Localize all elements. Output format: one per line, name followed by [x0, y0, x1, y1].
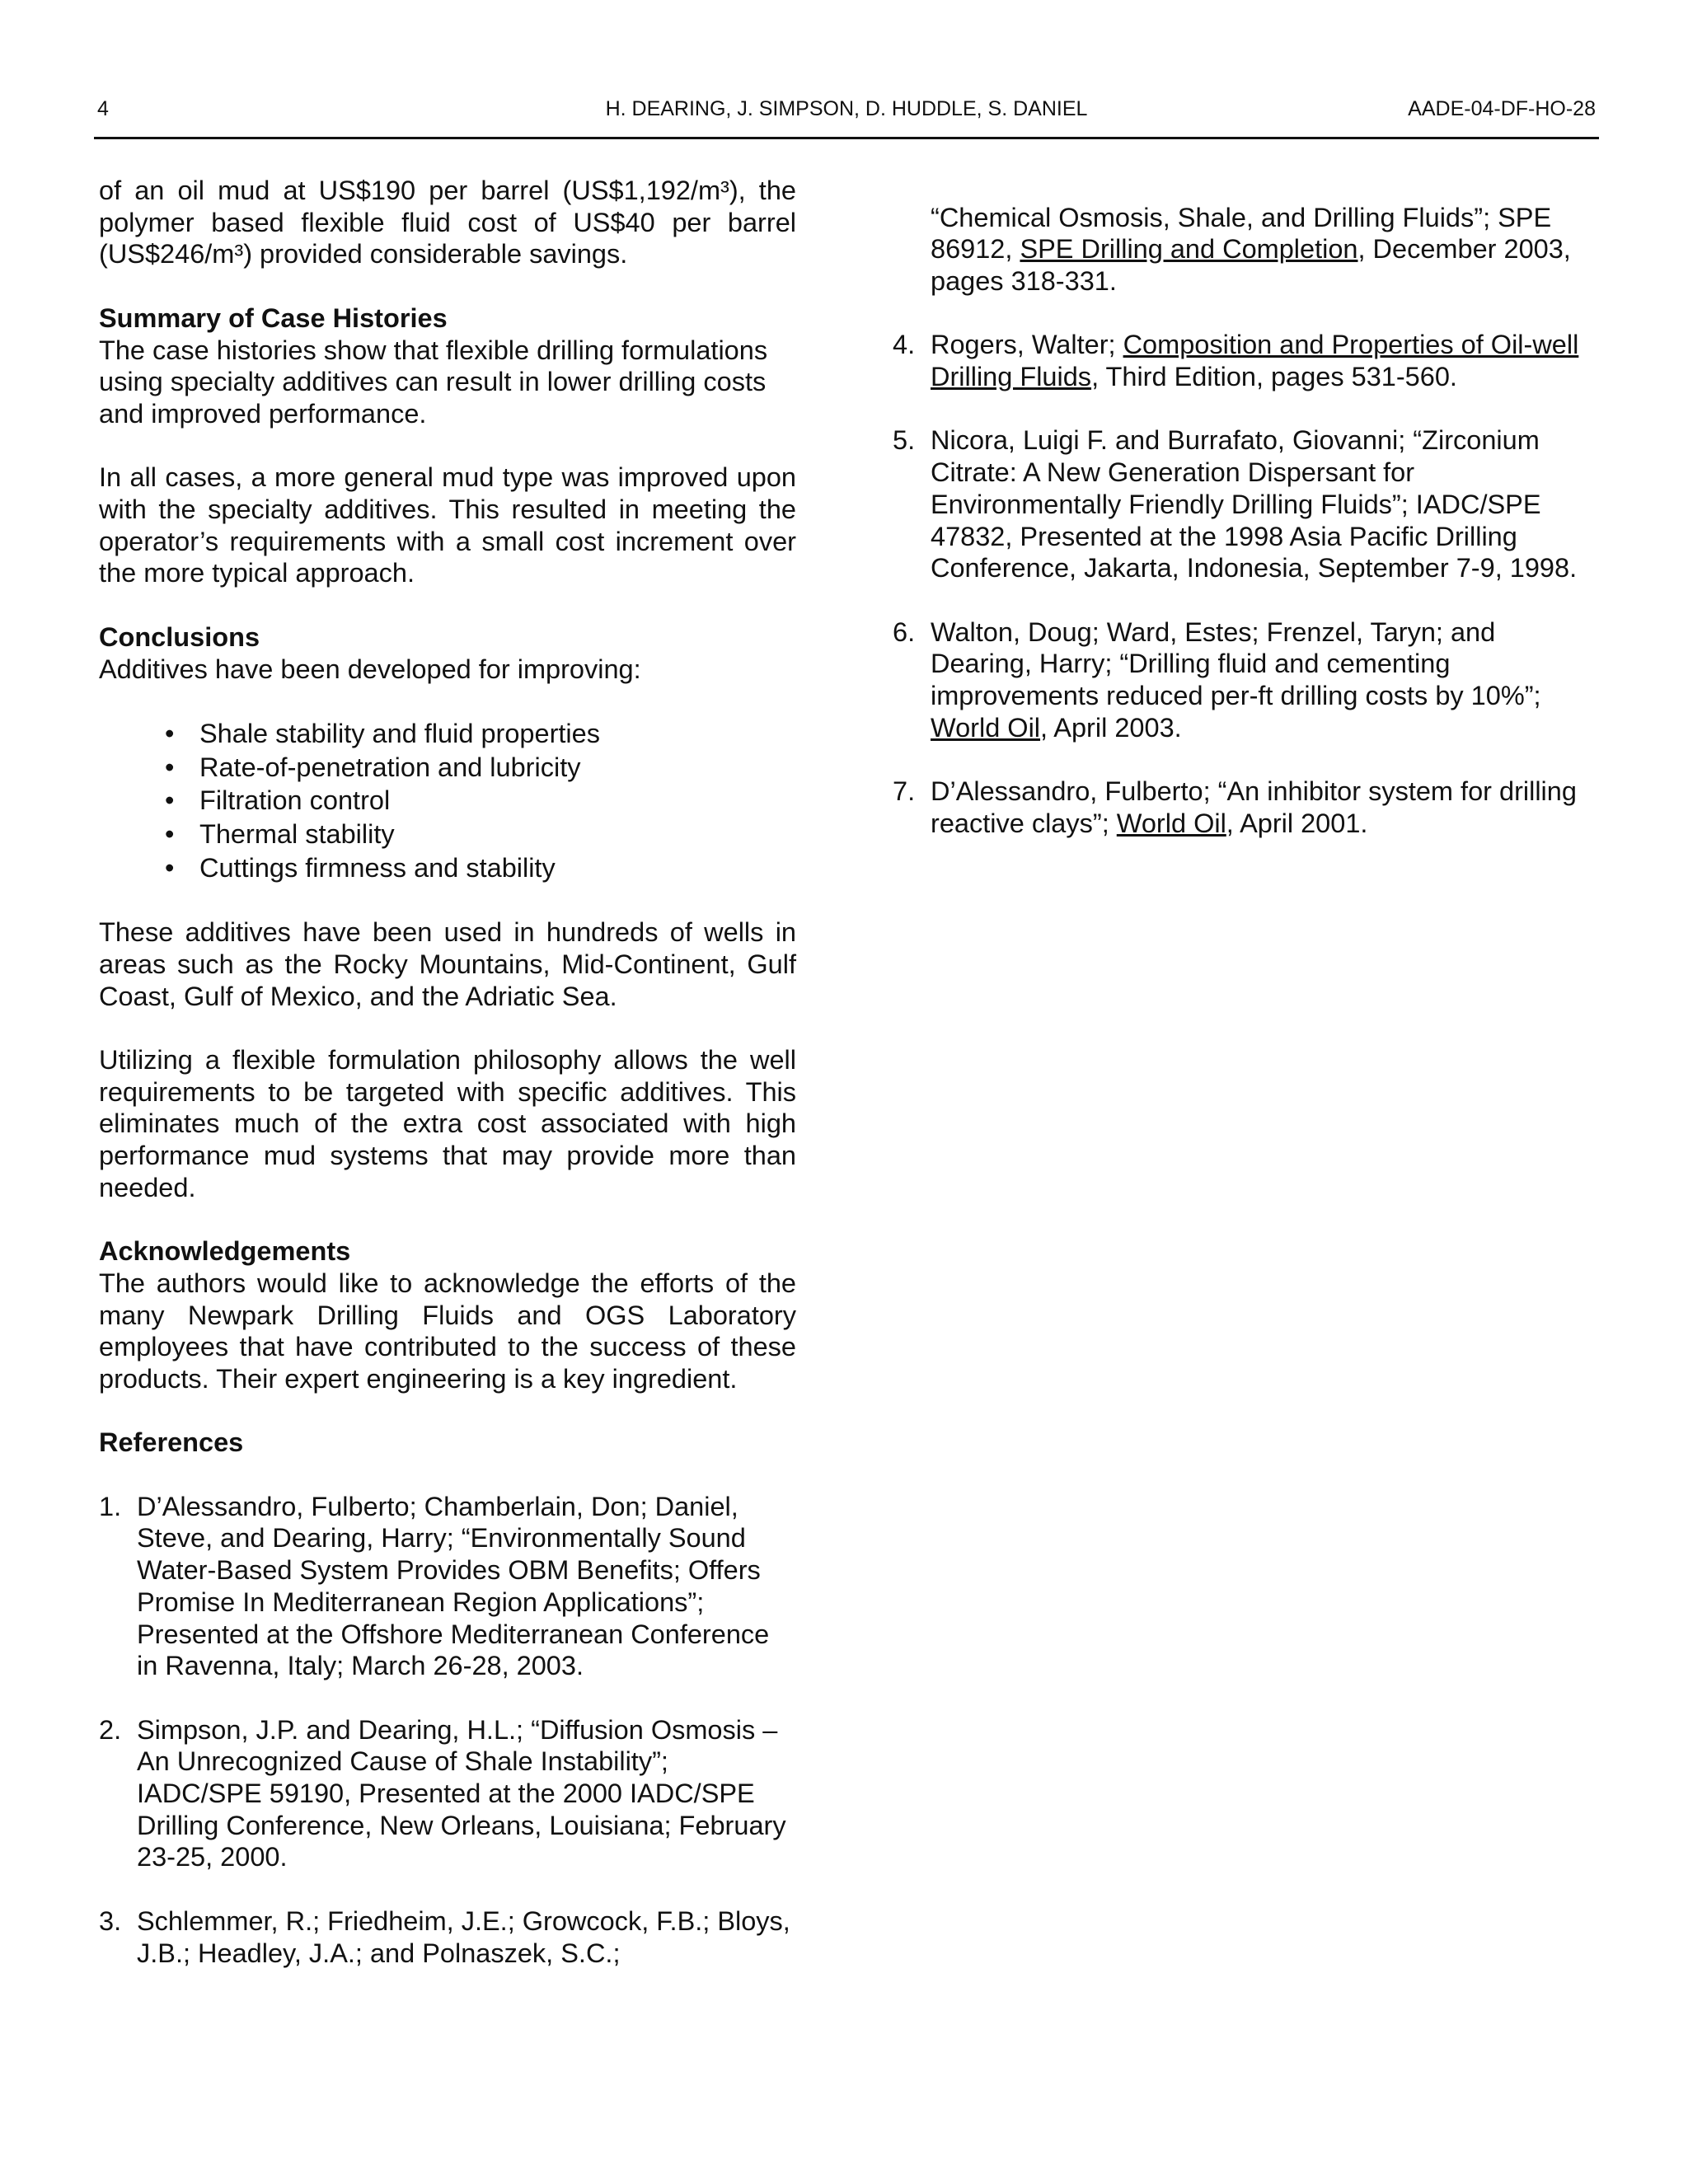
- intro-paragraph: of an oil mud at US$190 per barrel (US$1,192/m³), the polymer based flexible fluid cost of US$40 per barrel (US$246/m³) provided considerable savings.: [99, 176, 796, 269]
- summary-paragraph-2: In all cases, a more general mud type was improved upon with the specialty additives. This resulted in meeting the operator’s requirements with a small cost increment over the more typical approach.: [99, 462, 796, 588]
- reference-item-6: [893, 616, 1585, 744]
- bullet-item: [99, 784, 796, 818]
- journal-title: World Oil: [1116, 808, 1226, 838]
- conclusions-heading: Conclusions: [99, 621, 260, 652]
- reference-text: Schlemmer, R.; Friedheim, J.E.; Growcock, F.B.; Bloys, J.B.; Headley, J.A.; and Polnaszek, S.C.;: [137, 1905, 790, 1968]
- book-title: Composition and Properties of Oil-well Drilling Fluids: [931, 330, 1579, 391]
- conclusions-bullet-list: [99, 717, 796, 885]
- conclusions-paragraph-2: These additives have been used in hundreds of wells in areas such as the Rocky Mountains, Mid-Continent, Gulf Coast, Gulf of Mexico, and the Adriatic Sea.: [99, 917, 796, 1011]
- reference-number: 6.: [893, 616, 916, 647]
- references-list-left: [99, 1491, 796, 1970]
- reference-number: 3.: [99, 1905, 122, 1936]
- reference-text: , Third Edition, pages 531-560.: [1091, 362, 1457, 391]
- bullet-icon: •: [165, 785, 175, 816]
- bullet-text: Shale stability and fluid properties: [199, 718, 600, 748]
- reference-item-5: [893, 424, 1585, 584]
- reference-number: 5.: [893, 425, 916, 456]
- reference-text: , December 2003, pages 318-331.: [931, 234, 1571, 296]
- bullet-item: [99, 818, 796, 851]
- reference-text: Walton, Doug; Ward, Estes; Frenzel, Taryn; and Dearing, Harry; “Drilling fluid and cementing improvements reduced per-ft drilling costs by 10%”;: [931, 616, 1541, 710]
- left-column: [99, 175, 796, 2001]
- bullet-icon: •: [165, 819, 175, 849]
- reference-number: 7.: [893, 776, 916, 807]
- reference-item-2: [99, 1714, 796, 1874]
- reference-number: 2.: [99, 1714, 122, 1745]
- references-list-right: [893, 329, 1585, 839]
- reference-text: D’Alessandro, Fulberto; Chamberlain, Don; Daniel, Steve, and Dearing, Harry; “Environmentally Sound Water-Based System Provides OBM Benefits; Offers Promise In Mediterranean Region Applications”; Presented at the Offshore Mediterranean Conference in Ravenna, Italy; March 26-28, 2003.: [137, 1491, 770, 1681]
- conclusions-intro: Additives have been developed for improving:: [99, 654, 641, 684]
- summary-heading: Summary of Case Histories: [99, 302, 448, 333]
- references-heading: References: [99, 1427, 244, 1458]
- page-number: 4: [97, 97, 109, 120]
- reference-number: 1.: [99, 1491, 122, 1521]
- reference-item-1: [99, 1491, 796, 1682]
- reference-text: , April 2001.: [1226, 808, 1368, 838]
- summary-paragraph-1: The case histories show that flexible drilling formulations using specialty additives can result in lower drilling costs and improved performance.: [99, 335, 768, 429]
- reference-text: Simpson, J.P. and Dearing, H.L.; “Diffusion Osmosis – An Unrecognized Cause of Shale Instability”; IADC/SPE 59190, Presented at the 2000 IADC/SPE Drilling Conference, New Orleans, Louisiana; February 23-25, 2000.: [137, 1714, 786, 1872]
- reference-number: 4.: [893, 330, 916, 360]
- header-authors: H. DEARING, J. SIMPSON, D. HUDDLE, S. DANIEL: [605, 97, 1088, 120]
- reference-item-3: [99, 1905, 796, 1969]
- reference-item-4: [893, 329, 1585, 392]
- right-column: [893, 175, 1585, 871]
- bullet-icon: •: [165, 752, 175, 782]
- bullet-text: Rate-of-penetration and lubricity: [199, 752, 581, 782]
- acknowledgements-heading: Acknowledgements: [99, 1236, 351, 1267]
- bullet-text: Filtration control: [199, 785, 391, 816]
- paper-code: AADE-04-DF-HO-28: [1408, 97, 1596, 120]
- reference-text: , April 2003.: [1040, 712, 1182, 743]
- journal-title: SPE Drilling and Completion: [1020, 234, 1358, 265]
- reference-item-7: [893, 776, 1585, 839]
- reference-text: D’Alessandro, Fulberto; “An inhibitor system for drilling reactive clays”;: [931, 776, 1577, 838]
- conclusions-paragraph-3: Utilizing a flexible formulation philosophy allows the well requirements to be targeted with specific additives. This eliminates much of the extra cost associated with high performance mud systems that may provide more than needed.: [99, 1044, 796, 1202]
- bullet-item: [99, 751, 796, 785]
- reference-item-3-continued: [893, 202, 1585, 298]
- bullet-item: [99, 717, 796, 751]
- reference-text: “Chemical Osmosis, Shale, and Drilling Fluids”; SPE 86912,: [931, 202, 1552, 265]
- reference-text: Nicora, Luigi F. and Burrafato, Giovanni; “Zirconium Citrate: A New Generation Dispersant for Environmentally Friendly Drilling Fluids”; IADC/SPE 47832, Presented at the 1998 Asia Pacific Drilling Conference, Jakarta, Indonesia, September 7-9, 1998.: [931, 425, 1578, 583]
- header-rule: [94, 137, 1599, 139]
- reference-text: Rogers, Walter;: [931, 330, 1123, 360]
- bullet-text: Cuttings firmness and stability: [199, 852, 556, 883]
- acknowledgements-paragraph: The authors would like to acknowledge the efforts of the many Newpark Drilling Fluids and OGS Laboratory employees that have contributed to the success of these products. Their expert engineering is a key ingredient.: [99, 1268, 796, 1394]
- bullet-icon: •: [165, 852, 175, 883]
- bullet-icon: •: [165, 718, 175, 748]
- bullet-item: [99, 851, 796, 885]
- journal-title: World Oil: [931, 712, 1041, 743]
- running-header: [97, 97, 1596, 130]
- bullet-text: Thermal stability: [199, 819, 395, 849]
